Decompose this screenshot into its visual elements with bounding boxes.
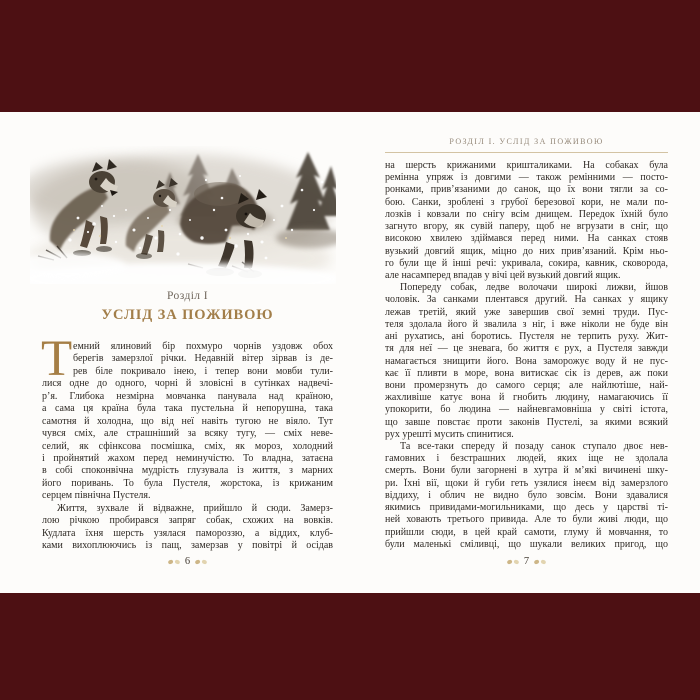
text-line: в собі споконвічна мудрість глузувала із життя, з марних [42,465,333,477]
leaf-ornament-icon [195,560,207,564]
page-footer-right [385,556,668,568]
leaf-ornament-icon [534,560,546,564]
text-line: ри. Їхні вії, щоки й губи геть узялися інеєм від замерзлого [385,477,668,489]
text-line: кає її пливти в море, вона витискає сік із дерев, аж поки [385,367,668,379]
text-line: вони промерзнуть до самого серця; але найлютіше, най- [385,379,668,391]
text-line: ками вихоплюючись із пащ, замерзав у повітрі й осідав [42,540,333,551]
text-line: були маленькі сміливці, що шукали великих пригод, що [385,538,668,550]
text-line: тя для неї — це зневага, бо життя є рух, а Пустеля завжди [385,343,668,355]
text-line: намагається знищити його. Вона заморожує воду й не пус- [385,355,668,367]
running-header: РОЗДІЛ І. УСЛІД ЗА ПОЖИВОЮ [449,137,604,146]
text-line: чоловік. За санками плентався другий. На санках у ящику [385,294,668,306]
text-line: лою річкою пробирався запряг собак, схожих на вовків. [42,515,333,527]
text-line: Життя, зухвале й відважне, прийшло й сюди. Замерз- [57,502,333,514]
text-line: рев біле покривало інею, і тепер вони мовби тули- [73,365,333,377]
text-line: лозків і ковзали по снігу всім днищем. Передок їхній було [385,208,668,220]
text-line: а сама ця країна була така пустельна й непорушна, така [42,403,333,415]
text-line: самотня й холодна, що від неї навіть тугою не віяло. Тут [42,415,333,427]
text-line: віддиху, і облич не видно було зовсім. Вони здавалися [385,489,668,501]
text-line: берегів замерзлої річки. Недавній вітер зірвав із де- [73,353,333,365]
right-page-text [385,160,668,551]
text-line: лежав третій, який уже завершив свої земні труди. Пус- [385,306,668,318]
leaf-ornament-icon [507,560,519,564]
text-line: але насамперед впадав у вічі цей вузький довгий ящик. [385,269,621,281]
text-line: його поривань. То була Пустеля, жорстока, із крижаним [42,477,333,489]
text-line: серцем північна Пустеля. [42,490,151,502]
text-line: лися одне до одного, чорні й зловісні в сутінках надвечі- [42,378,333,390]
text-line: якимись привидами-могильниками, що десь у царстві ті- [385,502,668,514]
text-line: теля здолала його й звалила з ніг, і вже ніколи не буде він [385,318,668,330]
page-number: 6 [184,556,191,567]
left-page-text [42,341,333,552]
text-line: жахливіше катує вона й гнобить людину, намагаючись її [385,392,668,404]
text-line: що завше повстає проти законів Пустелі, за якими всякий [385,416,668,428]
text-line: вузький довгий ящик, міцно до них прив’язаний. Крім ньо- [385,245,668,257]
text-line: го були ще й інші речі: укривала, сокира, кавник, сковорода, [385,257,668,269]
text-line: ней ховають третього привида. Але то були живі люди, що [385,514,668,526]
drop-cap: Т [41,331,73,387]
text-line: емний ялиновий бір похмуро чорнів уздовж обох [73,341,333,352]
text-line: рух урешті мусить спинитися. [385,428,514,440]
page-footer-left [42,556,333,568]
text-line: р’я. Глибока незмірна мовчанка панувала над країною, [42,390,333,402]
text-line: смерть. Вони були загорнені в хутра й м’які вичинені шку- [385,465,668,477]
text-line: високою хвилею здіймався перед ними. На санках стояв [385,233,668,245]
chapter-title: УСЛІД ЗА ПОЖИВОЮ [101,307,274,323]
text-line: Кудлата їхня шерсть узялася памороззю, а віддих, клуб- [42,527,333,539]
text-line: ронками, прив’язаними до санок, що їх вони тягли за со- [385,184,668,196]
text-line: селий, як сфінксова посмішка, сміх, як мороз, холодний [42,440,333,452]
header-rule [385,152,668,153]
text-line: ремінна упряж із довгими — також ремінними — посто- [385,172,668,184]
text-line: Та все-таки спереду й позаду санок ступало двоє нев- [400,441,668,453]
text-line: чувся сміх, але страшніший за всяку тугу, — сміх неве- [42,428,333,440]
page-number: 7 [523,556,530,567]
text-line: Попереду собак, ледве волочачи широкі лижви, йшов [400,282,668,294]
text-line: на шерсть крижаними кришталиками. На собаках була [385,160,668,171]
leaf-ornament-icon [168,560,180,564]
text-line: прийшли сюди, в цей край самоти, глуму й мовчання, то [385,526,668,538]
chapter-label: Розділ I [167,290,208,302]
reader-chrome-top [0,0,700,112]
text-line: і пройнятий жахом перед неминучістю. То владна, затаєна [42,452,333,464]
text-line: загнуто вгору, як сувій паперу, щоб не вгрузати в сніг, що [385,221,668,233]
text-line: бою. Санки, зроблені з грубої березової кори, не мали по- [385,196,668,208]
text-line: ані рухатись, ані боротись. Пустеля не терпить руху. Жит- [385,331,668,343]
reader-chrome-bottom [0,593,700,700]
text-line: упокорити, бо людина — найневгамовніша у світі істота, [385,404,668,416]
wolves-illustration [30,146,336,284]
text-line: гамовних і безстрашних людей, яких іще не здолала [385,453,668,465]
